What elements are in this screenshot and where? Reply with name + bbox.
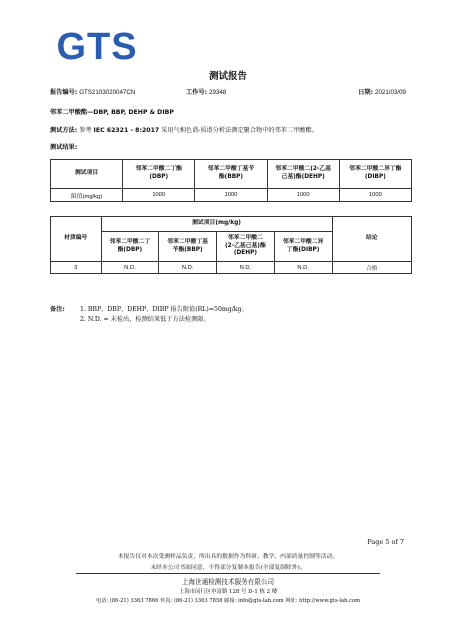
conclusion-header: 结论 (332, 217, 411, 262)
header-line: 邻苯二甲酸二丁 (109, 238, 151, 245)
limits-table-header (51, 160, 412, 189)
header-line: 邻苯二甲酸二异丁酯 (349, 166, 402, 173)
header-line: 邻苯二甲酸二(2-乙基 (275, 166, 331, 173)
work-number-label: 工作号: (186, 89, 208, 96)
results-heading (50, 142, 77, 151)
table-row (51, 262, 412, 274)
footer-disclaimer-1: 本报告仅对本次受测样品负责，所出具的数据作为科研、教学、内部质量控制等活动。 (117, 554, 339, 560)
results-subheader-cell (217, 232, 275, 262)
section-heading (50, 107, 174, 116)
table-cell: 限值(mg/kg) (51, 189, 123, 202)
test-method (50, 125, 318, 134)
work-number (186, 87, 226, 96)
report-number-label: 报告编号: (50, 89, 78, 96)
limits-header-cell: 测试项目 (51, 160, 123, 189)
report-date-label: 日期: (358, 89, 374, 96)
header-line: 邻苯二甲酸二 (228, 234, 263, 241)
results-subheader-cell (274, 232, 332, 262)
header-line: (DBP) (149, 174, 169, 180)
limits-header-cell (123, 160, 195, 189)
table-cell: N.D. (101, 262, 159, 274)
results-subheader-cell (101, 232, 159, 262)
notes-label: 备注: (50, 306, 65, 313)
gts-logo-text: GTS (56, 27, 138, 65)
header-line: (2-乙基己基)酯 (225, 242, 266, 249)
header-line: 邻苯二甲酸二丁酯 (135, 166, 182, 173)
table-cell: 合格 (332, 262, 411, 274)
report-date-value: 2021/03/09 (375, 89, 406, 96)
footer-disclaimer-2: 未经本公司书面同意，不得部分复制本报告(全部复制除外)。 (150, 565, 306, 571)
footer-address: 上海市闵行区申富路 128 号 D-1 栋 2 楼 (178, 589, 278, 595)
limits-header-cell (339, 160, 411, 189)
test-method-standard: IEC 62321 - 8:2017 (93, 127, 160, 134)
results-table (50, 216, 412, 274)
table-cell: 3 (51, 262, 102, 274)
note-item: 1. BBP、DBP、DEHP、DIBP 报告限值(RL)=50mg/kg。 (80, 306, 248, 313)
header-line: 己基)酯(DEHP) (281, 174, 325, 180)
limits-table (50, 159, 412, 202)
header-line: (DEHP) (233, 250, 257, 257)
table-row (51, 189, 412, 202)
note-item: 2. N.D. = 未检出，检测结果低于方法检测限。 (80, 316, 210, 324)
material-number-header: 材质编号 (51, 217, 102, 262)
table-cell: N.D. (217, 262, 275, 274)
header-line: 邻苯二甲酸丁基 (167, 238, 208, 245)
test-method-prefix: 参考 (79, 127, 92, 134)
header-line: (DIBP) (364, 174, 386, 180)
report-date (358, 87, 406, 96)
table-cell: 1000 (123, 189, 195, 202)
results-table-header (51, 217, 412, 232)
limits-header-cell (195, 160, 267, 189)
report-number-value: GTS2103020047CN (79, 89, 136, 96)
footer-company: 上海世通检测技术服务有限公司 (181, 578, 275, 586)
footer-divider (76, 573, 380, 574)
header-line: 邻苯二甲酸二异 (282, 238, 324, 245)
test-method-text: 采用气相色谱-质谱分析法测定聚合物中的邻苯二甲酸酯。 (161, 127, 318, 134)
section-name: 邻苯二甲酸酯—DBP, BBP, DEHP & DIBP (50, 109, 174, 116)
note-row (50, 315, 248, 325)
table-cell: 1000 (267, 189, 339, 202)
work-number-value: 29348 (209, 89, 227, 96)
results-label: 测试结果: (50, 144, 78, 151)
note-row (50, 305, 248, 315)
page-title: 测试报告 (208, 71, 247, 82)
report-number (50, 87, 135, 96)
test-method-label: 测试方法: (50, 127, 78, 134)
header-line: 苄酯(BBP) (172, 246, 203, 253)
table-cell: 1000 (195, 189, 267, 202)
header-line: 邻苯二甲酸丁基苄 (207, 166, 255, 173)
header-line: 丁酯(DIBP) (286, 246, 320, 253)
notes (50, 305, 248, 325)
table-cell: N.D. (274, 262, 332, 274)
table-cell: 1000 (339, 189, 411, 202)
header-line: 酯(BBP) (218, 174, 244, 180)
test-items-header: 测试项目(mg/kg) (101, 217, 332, 232)
page-number: Page 5 of 7 (367, 538, 404, 546)
limits-header-cell (267, 160, 339, 189)
results-subheader-cell (159, 232, 217, 262)
gts-logo (56, 27, 138, 65)
footer-contact: 电话: (86-21) 3363 7866 传真: (86-21) 3363 7858 邮箱: info@gts-lab.com 网址: http://www.gts-lab.com (95, 598, 361, 604)
table-cell: N.D. (159, 262, 217, 274)
header-line: 酯(DBP) (117, 246, 143, 253)
